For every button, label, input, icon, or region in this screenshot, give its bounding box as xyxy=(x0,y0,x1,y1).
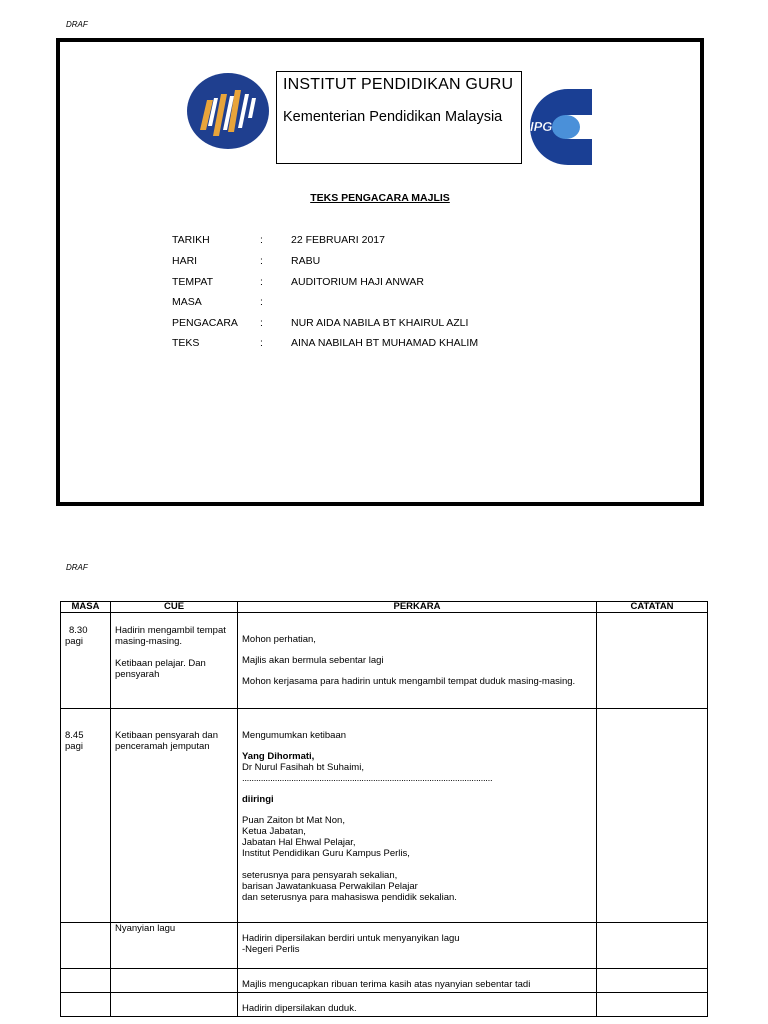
schedule-table xyxy=(60,601,708,1017)
cell-perkara: Mohon perhatian, Majlis akan bermula sebentar lagi Mohon kerjasama para hadirin untuk mengambil tempat duduk masing-masing. xyxy=(238,613,597,709)
cell-perkara: Mengumumkan ketibaan Yang Dihormati, Dr Nurul Fasihah bt Suhaimi, ........................................................................................................... diiringi Puan Zaiton bt Mat Non, Ketua Jabatan, Jabatan Hal Ehwal Pelajar, Institut Pendidikan Guru Kampus Perlis, seterusnya para pensyarah sekalian, barisan Jawatankuasa Perwakilan Pelajar dan seterusnya para mahasiswa pendidik sekalian. xyxy=(238,709,597,923)
institution-name: INSTITUT PENDIDIKAN GURU xyxy=(283,76,514,93)
cell-masa xyxy=(61,969,111,993)
cell-cue: Ketibaan pensyarah dan penceramah jemputan xyxy=(111,709,238,923)
cell-catatan xyxy=(597,613,708,709)
table-row xyxy=(61,709,708,923)
header-catatan: CATATAN xyxy=(597,602,708,613)
ipg-logo xyxy=(528,89,592,165)
cell-perkara: Hadirin dipersilakan duduk. xyxy=(238,993,597,1017)
table-row xyxy=(61,969,708,993)
header-masa: MASA xyxy=(61,602,111,613)
cell-masa: 8.30 pagi xyxy=(61,613,111,709)
table-row xyxy=(61,613,708,709)
cell-cue: Nyanyian lagu xyxy=(111,923,238,969)
cell-masa xyxy=(61,923,111,969)
cell-catatan xyxy=(597,993,708,1017)
draft-label: DRAF xyxy=(66,20,88,29)
cell-masa: 8.45 pagi xyxy=(61,709,111,923)
ministry-name: Kementerian Pendidikan Malaysia xyxy=(283,109,503,125)
cell-perkara: Majlis mengucapkan ribuan terima kasih atas nyanyian sebentar tadi xyxy=(238,969,597,993)
cell-cue xyxy=(111,993,238,1017)
header-perkara: PERKARA xyxy=(238,602,597,613)
cover-box: INSTITUT PENDIDIKAN GURU Kementerian Pendidikan Malaysia IPG TEKS PENGACARA MAJLIS TARIKH : 22 FEBRUARI 2017 HARI : RABU TEMPAT : AUDITORIUM HAJI ANWAR MASA : PENGACARA : NUR AIDA NABILA BT KHAIRUL AZLI TEKS : AINA NABILAH BT MUHAMAD KHALIM xyxy=(56,38,704,506)
cell-perkara: Hadirin dipersilakan berdiri untuk menyanyikan lagu -Negeri Perlis xyxy=(238,923,597,969)
table-row xyxy=(61,993,708,1017)
cell-catatan xyxy=(597,923,708,969)
ipg-logo-text: IPG xyxy=(530,119,553,134)
document-title: TEKS PENGACARA MAJLIS xyxy=(310,192,450,204)
cell-catatan xyxy=(597,709,708,923)
table-header-row xyxy=(61,602,708,613)
cell-catatan xyxy=(597,969,708,993)
cell-masa xyxy=(61,993,111,1017)
header-cue: CUE xyxy=(111,602,238,613)
cell-cue: Hadirin mengambil tempat masing-masing. Ketibaan pelajar. Dan pensyarah xyxy=(111,613,238,709)
cell-cue xyxy=(111,969,238,993)
table-row xyxy=(61,923,708,969)
ipg-emblem-logo xyxy=(186,72,270,150)
institution-title-box xyxy=(276,71,522,164)
draft-label: DRAF xyxy=(66,563,88,572)
